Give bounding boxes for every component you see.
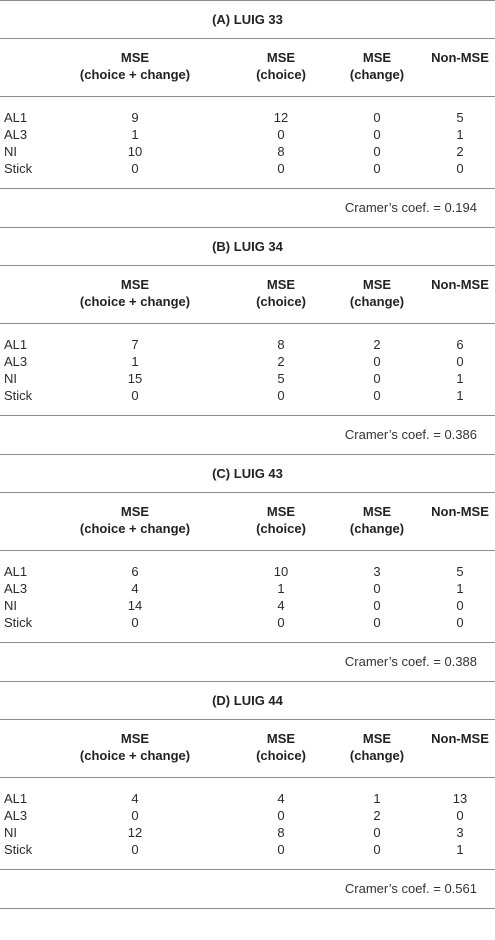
table-cell: 0 — [456, 808, 464, 823]
table-row — [0, 580, 495, 597]
table-cell: 0 — [373, 825, 381, 840]
column-header — [236, 730, 326, 764]
table-cell: 0 — [373, 127, 381, 142]
table-cell: 9 — [131, 110, 139, 125]
table-row — [0, 387, 495, 404]
column-header — [60, 730, 210, 764]
table-cell: 0 — [131, 615, 139, 630]
table-cell: 0 — [456, 615, 464, 630]
column-header-line2: (choice) — [256, 294, 306, 309]
table-row — [0, 160, 495, 177]
row-label: NI — [4, 371, 17, 386]
table-cell: 14 — [127, 598, 143, 613]
table-row — [0, 353, 495, 370]
table-row — [0, 370, 495, 387]
table-cell: 1 — [131, 354, 139, 369]
column-header-line2: (choice) — [256, 67, 306, 82]
column-header-row — [0, 266, 495, 324]
row-label: Stick — [4, 388, 33, 403]
column-header-line1: MSE — [120, 277, 150, 292]
column-header-line2: (choice) — [256, 748, 306, 763]
column-header-row — [0, 720, 495, 778]
column-header-line2: (choice) — [256, 521, 306, 536]
column-header-line1: MSE — [120, 504, 150, 519]
column-header-line1: Non-MSE — [431, 50, 489, 65]
row-label: AL3 — [4, 354, 28, 369]
table-cell: 1 — [131, 127, 139, 142]
table-cell: 10 — [127, 144, 143, 159]
table-cell: 4 — [131, 791, 139, 806]
column-header-line1: Non-MSE — [431, 504, 489, 519]
table-cell: 6 — [456, 337, 464, 352]
column-header-line1: MSE — [266, 50, 296, 65]
row-label: AL1 — [4, 791, 28, 806]
table-row — [0, 563, 495, 580]
column-header — [236, 503, 326, 537]
column-header — [415, 730, 495, 747]
column-header — [332, 730, 422, 764]
table-cell: 4 — [131, 581, 139, 596]
bottom-rule — [0, 908, 495, 909]
column-header — [415, 276, 495, 293]
table-cell: 0 — [373, 842, 381, 857]
column-header-line2: (choice + change) — [79, 294, 191, 309]
table-cell: 1 — [456, 581, 464, 596]
column-header-line2: (change) — [349, 521, 405, 536]
table-cell: 0 — [131, 808, 139, 823]
column-header — [236, 49, 326, 83]
column-header-line1: MSE — [362, 277, 392, 292]
row-label: NI — [4, 144, 17, 159]
column-header-line2: (choice + change) — [79, 521, 191, 536]
table-cell: 7 — [131, 337, 139, 352]
column-header-line2: (change) — [349, 294, 405, 309]
column-header-line2: (change) — [349, 748, 405, 763]
panel-title: (B) LUIG 34 — [0, 228, 495, 266]
table-cell: 0 — [373, 110, 381, 125]
table-cell: 0 — [277, 615, 285, 630]
table-row — [0, 336, 495, 353]
table-cell: 1 — [277, 581, 285, 596]
cramers-coefficient: Cramer’s coef. = 0.561 — [344, 881, 477, 896]
table-row — [0, 807, 495, 824]
table-cell: 3 — [373, 564, 381, 579]
table-cell: 0 — [131, 842, 139, 857]
table-cell: 0 — [131, 388, 139, 403]
table-cell: 4 — [277, 598, 285, 613]
table-panel — [0, 454, 495, 681]
table-row — [0, 824, 495, 841]
table-cell: 8 — [277, 144, 285, 159]
table-cell: 0 — [373, 371, 381, 386]
column-header — [60, 49, 210, 83]
table-cell: 0 — [373, 388, 381, 403]
table-cell: 0 — [456, 161, 464, 176]
row-label: NI — [4, 598, 17, 613]
table-panel — [0, 227, 495, 454]
row-label: AL1 — [4, 564, 28, 579]
column-header — [236, 276, 326, 310]
table-cell: 0 — [277, 388, 285, 403]
column-header-line1: MSE — [362, 504, 392, 519]
column-header-line2: (choice + change) — [79, 67, 191, 82]
table-cell: 0 — [131, 161, 139, 176]
table-cell: 0 — [277, 808, 285, 823]
row-label: AL1 — [4, 110, 28, 125]
row-label: Stick — [4, 161, 33, 176]
table-body — [0, 778, 495, 870]
table-cell: 0 — [373, 161, 381, 176]
column-header-line1: MSE — [362, 731, 392, 746]
cramers-coefficient: Cramer’s coef. = 0.386 — [344, 427, 477, 442]
table-cell: 2 — [277, 354, 285, 369]
table-cell: 0 — [373, 615, 381, 630]
column-header — [60, 276, 210, 310]
table-row — [0, 614, 495, 631]
column-header-line1: MSE — [266, 277, 296, 292]
table-cell: 8 — [277, 337, 285, 352]
table-cell: 0 — [373, 144, 381, 159]
row-label: NI — [4, 825, 17, 840]
column-header — [332, 276, 422, 310]
row-label: AL3 — [4, 581, 28, 596]
column-header — [332, 503, 422, 537]
column-header-line2: (choice + change) — [79, 748, 191, 763]
table-cell: 0 — [373, 354, 381, 369]
table-cell: 5 — [456, 110, 464, 125]
row-label: Stick — [4, 615, 33, 630]
panel-title: (D) LUIG 44 — [0, 682, 495, 720]
column-header-line1: MSE — [266, 731, 296, 746]
column-header-line1: Non-MSE — [431, 277, 489, 292]
row-label: AL1 — [4, 337, 28, 352]
table-cell: 0 — [456, 598, 464, 613]
table-cell: 1 — [456, 127, 464, 142]
column-header — [415, 49, 495, 66]
cramers-coefficient: Cramer’s coef. = 0.388 — [344, 654, 477, 669]
table-cell: 0 — [373, 598, 381, 613]
table-cell: 5 — [277, 371, 285, 386]
table-cell: 1 — [456, 842, 464, 857]
table-cell: 10 — [273, 564, 289, 579]
column-header-line1: MSE — [120, 731, 150, 746]
panel-title: (A) LUIG 33 — [0, 1, 495, 39]
column-header-line1: Non-MSE — [431, 731, 489, 746]
table-cell: 13 — [452, 791, 468, 806]
column-header-line1: MSE — [362, 50, 392, 65]
table-row — [0, 597, 495, 614]
panel-title: (C) LUIG 43 — [0, 455, 495, 493]
table-cell: 1 — [373, 791, 381, 806]
table-cell: 3 — [456, 825, 464, 840]
table-body — [0, 551, 495, 643]
table-cell: 0 — [277, 161, 285, 176]
column-header — [60, 503, 210, 537]
table-panel — [0, 0, 495, 227]
table-cell: 0 — [277, 127, 285, 142]
table-row — [0, 126, 495, 143]
column-header-line1: MSE — [120, 50, 150, 65]
column-header — [415, 503, 495, 520]
row-label: AL3 — [4, 127, 28, 142]
table-row — [0, 143, 495, 160]
table-cell: 2 — [373, 808, 381, 823]
table-body — [0, 324, 495, 416]
table-cell: 12 — [127, 825, 143, 840]
table-cell: 6 — [131, 564, 139, 579]
table-cell: 4 — [277, 791, 285, 806]
table-cell: 0 — [456, 354, 464, 369]
column-header-line1: MSE — [266, 504, 296, 519]
table-cell: 2 — [373, 337, 381, 352]
column-header-line2: (change) — [349, 67, 405, 82]
table-cell: 8 — [277, 825, 285, 840]
row-label: AL3 — [4, 808, 28, 823]
row-label: Stick — [4, 842, 33, 857]
table-body — [0, 97, 495, 189]
table-cell: 0 — [277, 842, 285, 857]
table-cell: 12 — [273, 110, 289, 125]
table-row — [0, 841, 495, 858]
table-row — [0, 790, 495, 807]
table-cell: 0 — [373, 581, 381, 596]
table-cell: 5 — [456, 564, 464, 579]
table-panel — [0, 681, 495, 908]
table-cell: 1 — [456, 388, 464, 403]
table-cell: 2 — [456, 144, 464, 159]
table-cell: 1 — [456, 371, 464, 386]
table-cell: 15 — [127, 371, 143, 386]
column-header-row — [0, 39, 495, 97]
column-header — [332, 49, 422, 83]
column-header-row — [0, 493, 495, 551]
table-row — [0, 109, 495, 126]
cramers-coefficient: Cramer’s coef. = 0.194 — [344, 200, 477, 215]
